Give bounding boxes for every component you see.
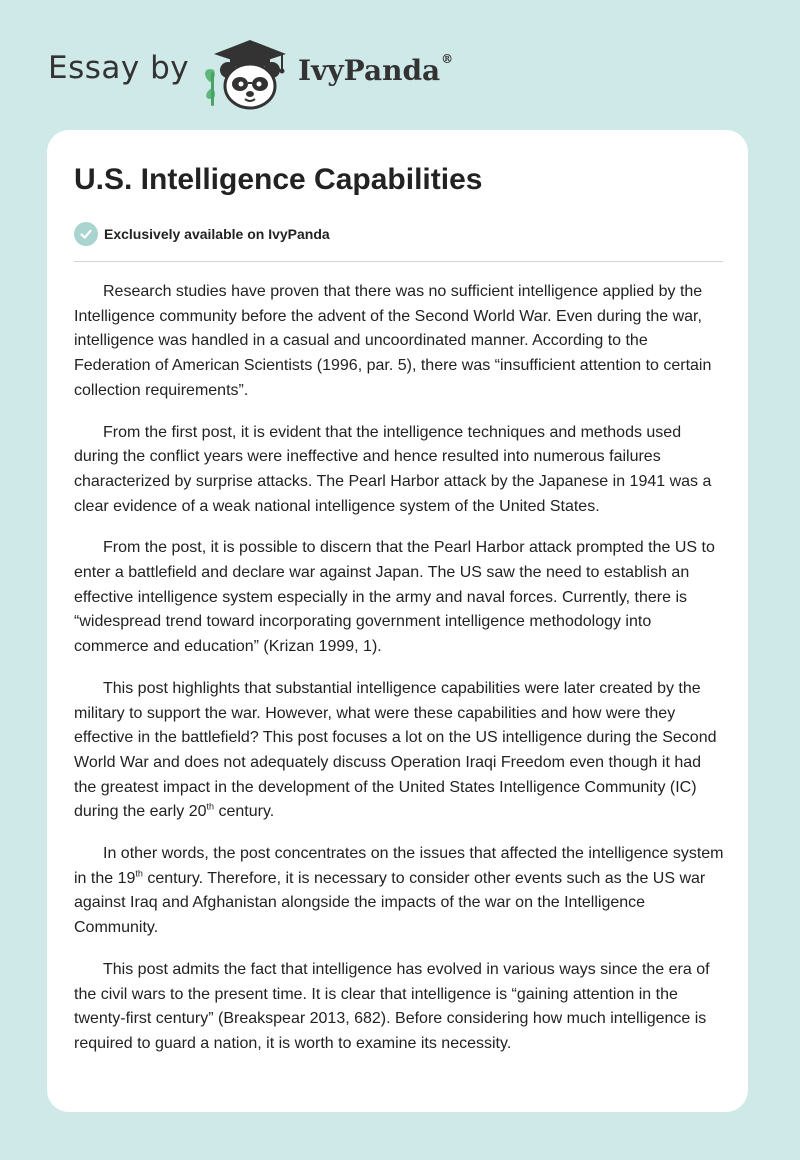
paragraph-5 bbox=[74, 842, 726, 941]
brand-text: IvyPanda bbox=[298, 54, 441, 87]
paragraph-4-end: century. bbox=[214, 803, 275, 821]
paragraph-3: From the post, it is possible to discern that the Pearl Harbor attack prompted the US to enter a battlefield and declare war against Japan. The US saw the need to establish an effective intelligence system especially in the army and naval forces. Currently, there is “widespread trend toward incorporating government intelligence methodology into commerce and education” (Krizan 1999, 1). bbox=[74, 539, 715, 656]
paragraph-5-end: century. Therefore, it is necessary to consider other events such as the US war against Iraq and Afghanistan alongside the impacts of the war on the Intelligence Community. bbox=[74, 869, 706, 937]
divider bbox=[74, 261, 723, 262]
ordinal-suffix: th bbox=[206, 802, 215, 813]
paragraph-6: This post admits the fact that intelligence has evolved in various ways since the era of the civil wars to the present time. It is clear that intelligence is “gaining attention in the twenty-first century” (Breakspear 2013, 682). Before considering how much intelligence is required to guard a nation, it is worth to examine its necessity. bbox=[74, 960, 710, 1052]
page-title: U.S. Intelligence Capabilities bbox=[74, 163, 483, 196]
paragraph-4 bbox=[74, 677, 726, 825]
ordinal-suffix: th bbox=[135, 868, 143, 879]
paragraph-2: From the first post, it is evident that the intelligence techniques and methods used during the conflict years were ineffective and hence resulted into numerous failures characterized by surprise attacks. The Pearl Harbor attack by the Japanese in 1941 was a clear evidence of a weak national intelligence system of the United States. bbox=[74, 423, 712, 515]
essay-card bbox=[47, 130, 748, 1112]
check-icon bbox=[74, 222, 98, 246]
essay-by-label: Essay by bbox=[48, 50, 190, 86]
badge-label: Exclusively available on IvyPanda bbox=[104, 226, 330, 242]
essay-body bbox=[74, 280, 726, 1074]
registered-mark: ® bbox=[441, 52, 454, 66]
panda-logo-icon[interactable] bbox=[200, 36, 296, 112]
paragraph-1: Research studies have proven that there was no sufficient intelligence applied by the Intelligence community before the advent of the Second World War. Even during the war, intelligence was handled in a casual and uncoordinated manner. According to the Federation of American Scientists (1996, par. 5), there was “insufficient attention to certain collection requirements”. bbox=[74, 283, 712, 399]
paragraph-4-text: This post highlights that substantial intelligence capabilities were later created by the military to support the war. However, what were these capabilities and how were they effective in the battlefield? This post focuses a lot on the US intelligence during the Second World War and does not adequately discuss Operation Iraqi Freedom even though it had the greatest impact in the development of the United States Intelligence Community (IC) during the early 20 bbox=[74, 679, 717, 821]
brand-name[interactable] bbox=[298, 54, 453, 87]
paragraph-5-text: In other words, the post concentrates on the issues that affected the intelligence system in the 19 bbox=[74, 845, 724, 887]
site-header bbox=[0, 0, 800, 120]
exclusive-badge bbox=[74, 222, 330, 246]
